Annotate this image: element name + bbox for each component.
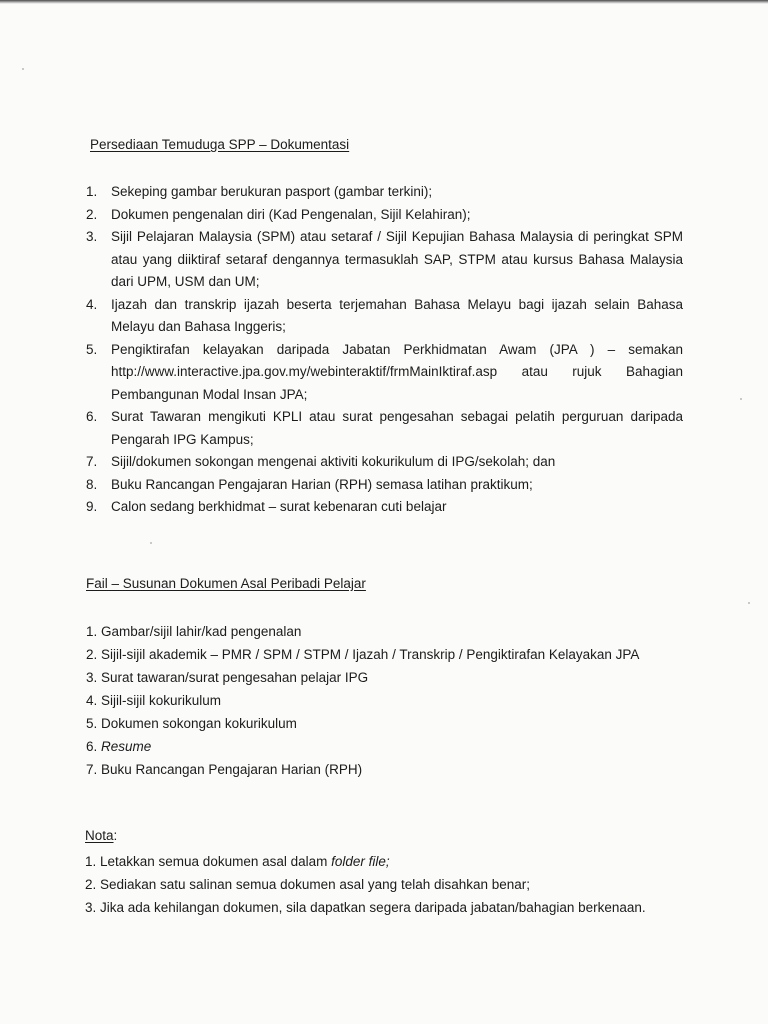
scan-speck (150, 542, 152, 544)
scan-speck (740, 398, 742, 400)
list-item: 5. Pengiktirafan kelayakan daripada Jabatan Perkhidmatan Awam (JPA ) – semakan http://www.interactive.jpa.gov.my/webinteraktif/frmMainIktiraf.asp atau rujuk Bahagian Pembangunan Modal Insan JPA; (86, 341, 683, 402)
scan-edge-shadow (0, 0, 768, 4)
list-item: 4. Sijil-sijil kokurikulum (86, 693, 222, 708)
dokumentasi-list (86, 181, 683, 519)
list-item: 2. Sediakan satu salinan semua dokumen asal yang telah disahkan benar; (85, 877, 531, 892)
list-item: 7. Sijil/dokumen sokongan mengenai aktiviti kokurikulum di IPG/sekolah; dan (86, 454, 556, 469)
list-item: 5. Dokumen sokongan kokurikulum (86, 716, 297, 731)
section-title-nota: Nota: (85, 828, 118, 843)
list-item: 3. Sijil Pelajaran Malaysia (SPM) atau setaraf / Sijil Kepujian Bahasa Malaysia di peringkat SPM atau yang diiktiraf setaraf dengannya termasuklah SAP, STPM atau kursus Bahasa Malaysia dari UPM, USM dan UM; (86, 229, 683, 289)
list-item: 3. Jika ada kehilangan dokumen, sila dapatkan segera daripada jabatan/bahagian berkenaan. (85, 900, 646, 915)
nota-list (85, 850, 705, 919)
list-item: 1. Gambar/sijil lahir/kad pengenalan (86, 624, 302, 639)
list-item: 1. Letakkan semua dokumen asal dalam folder file; (85, 854, 390, 869)
list-item: 3. Surat tawaran/surat pengesahan pelajar IPG (86, 670, 369, 685)
scan-speck (22, 68, 24, 70)
section-title-dokumentasi: Persediaan Temuduga SPP – Dokumentasi (90, 137, 350, 152)
fail-list (86, 620, 686, 781)
list-item: 2. Dokumen pengenalan diri (Kad Pengenalan, Sijil Kelahiran); (86, 206, 471, 222)
list-item: 6. Surat Tawaran mengikuti KPLI atau surat pengesahan sebagai pelatih perguruan daripada Pengarah IPG Kampus; (86, 409, 683, 447)
scan-speck (748, 602, 750, 604)
list-item: 9. Calon sedang berkhidmat – surat kebenaran cuti belajar (86, 499, 447, 514)
list-item: 6. Resume (86, 739, 152, 754)
list-item: 8. Buku Rancangan Pengajaran Harian (RPH) semasa latihan praktikum; (86, 476, 533, 492)
list-item: 4. Ijazah dan transkrip ijazah beserta terjemahan Bahasa Melayu bagi ijazah selain Bahasa Melayu dan Bahasa Inggeris; (86, 296, 683, 334)
section-title-fail: Fail – Susunan Dokumen Asal Peribadi Pelajar (86, 576, 366, 591)
list-item: 2. Sijil-sijil akademik – PMR / SPM / STPM / Ijazah / Transkrip / Pengiktirafan Kelayakan JPA (86, 647, 640, 662)
list-item: 7. Buku Rancangan Pengajaran Harian (RPH) (86, 762, 363, 777)
list-item: 1. Sekeping gambar berukuran pasport (gambar terkini); (86, 184, 433, 199)
